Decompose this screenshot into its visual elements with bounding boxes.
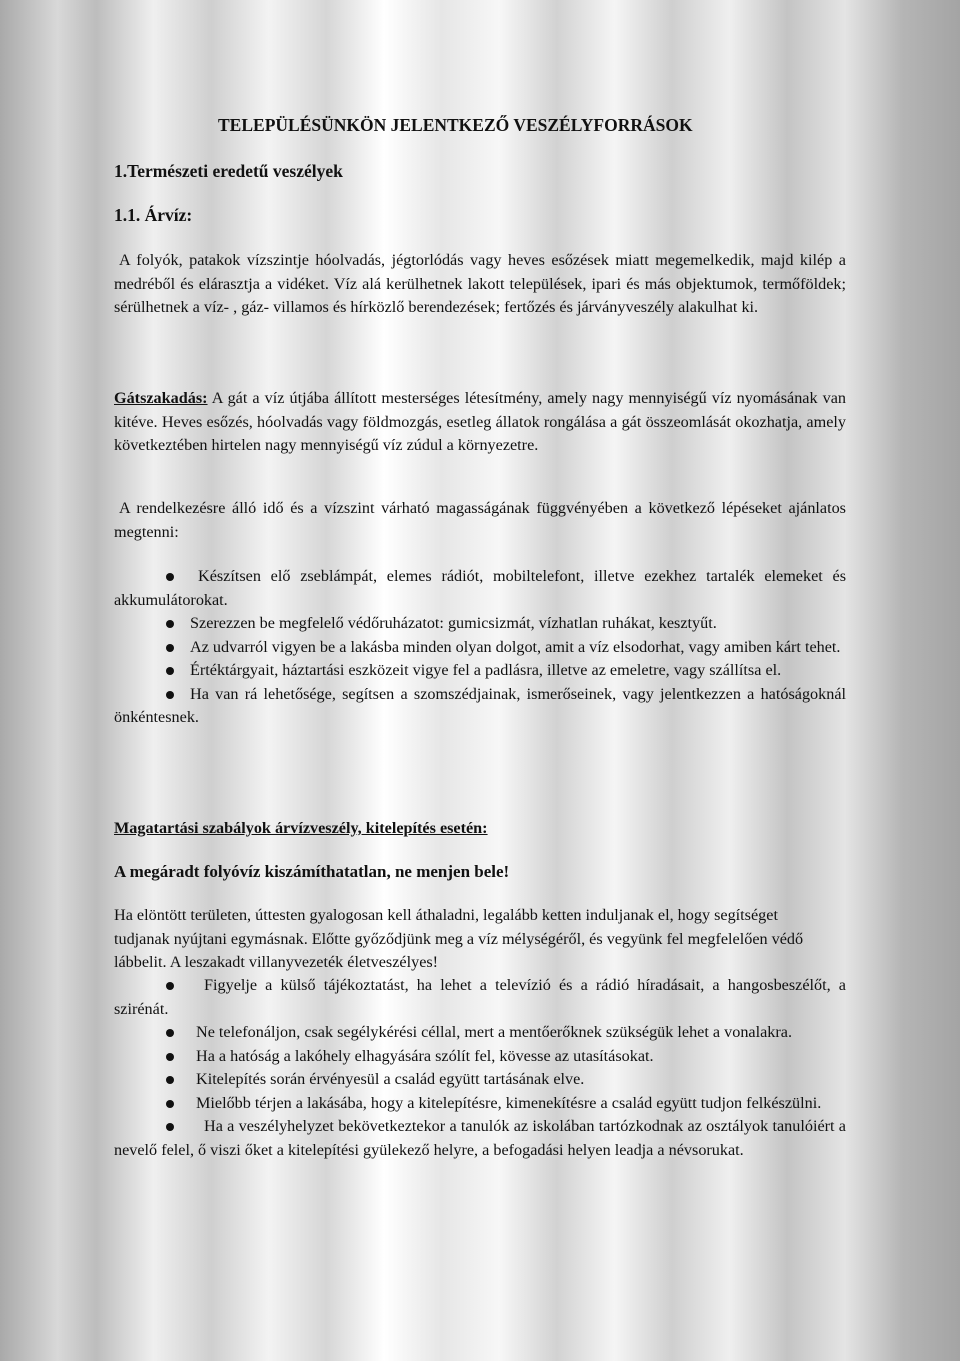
bullet-icon: [166, 644, 174, 652]
list-item: Figyelje a külső tájékoztatást, ha lehet a televízió és a rádió híradásait, a hangosbeszélőt, a szirénát.: [114, 976, 846, 1018]
dam-break-label: Gátszakadás:: [114, 389, 208, 407]
list-item: Ha van rá lehetősége, segítsen a szomszédjainak, ismerőseinek, vagy jelentkezzen a hatóságoknál önkéntesnek.: [114, 684, 846, 726]
document-title: TELEPÜLÉSÜNKÖN JELENTKEZŐ VESZÉLYFORRÁSOK: [218, 115, 693, 135]
flood-crossing-paragraph: Ha elöntött területen, úttesten gyalogosan kell áthaladni, legalább ketten induljanak el, hogy segítséget tudjanak nyújtani egymásnak. Előtte győződjünk meg a víz mélységéről, és vegyünk fel megfelelően védő lábbelit. A leszakadt villanyvezeték életveszélyes!: [114, 906, 804, 971]
bullet-icon: [166, 1076, 174, 1084]
section-heading-natural-hazards: 1.Természeti eredetű veszélyek: [114, 161, 343, 181]
bullet-icon: [166, 667, 174, 675]
flood-intro-paragraph: A folyók, patakok vízszintje hóolvadás, jégtorlódás vagy heves esőzések miatt megemelkedik, majd kilép a medréből és elárasztja a vidéket. Víz alá kerülhetnek lakott települések, ipari és más objektumok, termőföldek; sérülhetnek a víz- , gáz- villamos és hírközlő berendezések; fertőzés és járványveszély alakulhat ki.: [114, 251, 846, 316]
bullet-icon: [166, 620, 174, 628]
list-item: Ha a veszélyhelyzet bekövetkeztekor a tanulók az iskolában tartózkodnak az osztályok tanulóiért a nevelő felel, ő viszi őket a kitelepítési gyülekező helyre, a befogadási helyen leadja a névsorukat.: [114, 1117, 846, 1159]
list-item: Ne telefonáljon, csak segélykérési céllal, mert a mentőerőknek szükségük lehet a vonalakra.: [114, 1021, 846, 1045]
bullet-icon: [166, 1123, 174, 1131]
list-item: Szerezzen be megfelelő védőruházatot: gumicsizmát, vízhatlan ruhákat, kesztyűt.: [114, 612, 846, 636]
list-item: Értéktárgyait, háztartási eszközeit vigye fel a padlásra, illetve az emeletre, vagy szállítsa el.: [114, 659, 846, 683]
bullet-icon: [166, 691, 174, 699]
list-item: Az udvarról vigyen be a lakásba minden olyan dolgot, amit a víz elsodorhat, vagy amiben kárt tehet.: [114, 636, 846, 660]
bullet-icon: [166, 1053, 174, 1061]
bullet-icon: [166, 1100, 174, 1108]
list-item: Készítsen elő zseblámpát, elemes rádiót, mobiltelefont, illetve ezekhez tartalék elemeket és akkumulátorokat.: [114, 567, 846, 609]
list-item: Mielőbb térjen a lakásába, hogy a kitelepítésre, kimenekítésre a család együtt tudjon felkészülni.: [114, 1092, 846, 1116]
preparation-list: [114, 565, 846, 730]
bullet-icon: [166, 1029, 174, 1037]
bullet-icon: [166, 982, 174, 990]
subsection-heading-flood: 1.1. Árvíz:: [114, 205, 193, 225]
dam-break-paragraph: [114, 387, 846, 458]
bullet-icon: [166, 573, 174, 581]
list-item: Kitelepítés során érvényesül a család együtt tartásának elve.: [114, 1068, 846, 1092]
list-item: Ha a hatóság a lakóhely elhagyására szólít fel, kövesse az utasításokat.: [114, 1045, 846, 1069]
warning-text: A megáradt folyóvíz kiszámíthatatlan, ne menjen bele!: [114, 862, 510, 881]
preparation-intro-paragraph: A rendelkezésre álló idő és a vízszint várható magasságának függvényében a következő lépéseket ajánlatos megtenni:: [114, 499, 846, 541]
dam-break-text: A gát a víz útjába állított mesterséges létesítmény, amely nagy mennyiségű víz nyomásának van kitéve. Heves esőzés, hóolvadás vagy földmozgás, esetleg állatok rongálása a gát összeomlását okozhatja, amely következtében hirtelen nagy mennyiségű víz zúdul a környezetre.: [114, 389, 846, 454]
rules-heading: Magatartási szabályok árvízveszély, kitelepítés esetén:: [114, 819, 488, 837]
rules-list: [114, 974, 846, 1162]
